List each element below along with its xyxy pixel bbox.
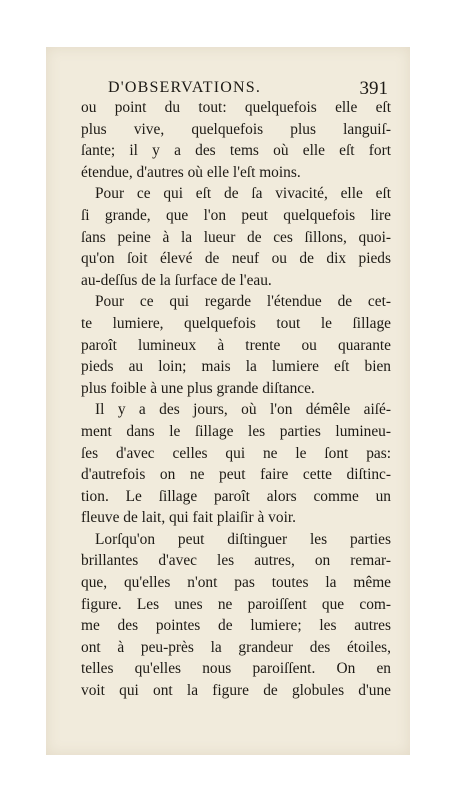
- text-line: brillantes d'avec les autres, on remar-: [81, 552, 391, 570]
- text-line: Pour ce qui eſt de ſa vivacité, elle eſt: [95, 185, 391, 203]
- book-page: [46, 47, 410, 755]
- page-number: 391: [359, 78, 388, 99]
- text-line: ſante; il y a des tems où elle eſt fort: [81, 142, 391, 160]
- text-line: paroît lumineux à trente ou quarante: [81, 336, 391, 354]
- text-line: au-deſſus de la ſurface de l'eau.: [81, 271, 272, 289]
- text-line: Il y a des jours, où l'on démêle aiſé-: [95, 401, 391, 419]
- text-line: Lorſqu'on peut diſtinguer les parties: [95, 530, 391, 548]
- text-line: te lumiere, quelquefois tout le ſillage: [81, 314, 391, 332]
- running-title: D'OBSERVATIONS.: [108, 79, 262, 96]
- body-text: [81, 97, 391, 702]
- text-line: d'autrefois on ne peut faire cette diſtinc-: [81, 466, 391, 484]
- text-line: telles qu'elles nous paroiſſent. On en: [81, 660, 391, 678]
- text-line: tion. Le ſillage paroît alors comme un: [81, 487, 391, 505]
- text-line: voit qui ont la figure de globules d'une: [81, 682, 391, 700]
- text-line: que, qu'elles n'ont pas toutes la même: [81, 574, 391, 592]
- text-line: ou point du tout: quelquefois elle eſt: [81, 99, 391, 116]
- text-line: figure. Les unes ne paroiſſent que com-: [81, 595, 391, 613]
- text-line: étendue, d'autres où elle l'eſt moins.: [81, 163, 301, 181]
- text-line: plus foible à une plus grande diſtance.: [81, 379, 315, 397]
- text-line: ont à peu-près la grandeur des étoiles,: [81, 638, 391, 656]
- text-line: qu'on ſoit élevé de neuf ou de dix pieds: [81, 250, 391, 268]
- text-line: ſes d'avec celles qui ne le ſont pas:: [81, 444, 391, 462]
- text-line: ſi grande, que l'on peut quelquefois lire: [81, 206, 391, 224]
- text-line: pieds au loin; mais la lumiere eſt bien: [81, 358, 391, 376]
- text-line: plus vive, quelquefois plus languiſ-: [81, 120, 391, 138]
- text-line: fleuve de lait, qui fait plaiſir à voir.: [81, 509, 296, 527]
- text-line: me des pointes de lumiere; les autres: [81, 617, 391, 635]
- text-line: ſans peine à la lueur de ces ſillons, quoi-: [81, 228, 391, 246]
- text-line: Pour ce qui regarde l'étendue de cet-: [95, 293, 391, 311]
- text-line: ment dans le ſillage les parties lumineu-: [81, 422, 391, 440]
